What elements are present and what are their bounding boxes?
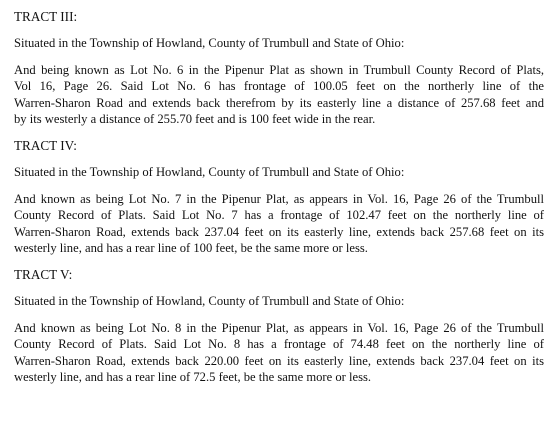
tract-location: Situated in the Township of Howland, County of Trumbull and State of Ohio: (14, 165, 405, 180)
description-line: And known as being Lot No. 8 in the Pipenur Plat, as appears in Vol. 16, Page 26 of the Trumbull (14, 321, 544, 336)
tract-heading: TRACT V: (14, 267, 73, 283)
tract-location: Situated in the Township of Howland, County of Trumbull and State of Ohio: (14, 294, 405, 309)
description-line: And being known as Lot No. 6 in the Pipenur Plat as shown in Trumbull County Record of Plats, (14, 63, 544, 78)
tract-description (14, 320, 544, 385)
tract-section (14, 267, 544, 385)
description-line: Warren-Sharon Road and extends back therefrom by its easterly line a distance of 257.68 feet and (14, 95, 544, 110)
description-line: And known as being Lot No. 7 in the Pipenur Plat, as appears in Vol. 16, Page 26 of the Trumbull (14, 192, 544, 207)
tract-heading: TRACT IV: (14, 138, 77, 154)
tract-description (14, 191, 544, 256)
tract-section (14, 9, 544, 127)
description-line: Vol 16, Page 26. Said Lot No. 6 has frontage of 100.05 feet on the northerly line of the (14, 79, 544, 94)
tract-description (14, 62, 544, 127)
description-line: County Record of Plats. Said Lot No. 7 has a frontage of 102.47 feet on the northerly line of (14, 208, 544, 223)
description-line: Warren-Sharon Road, extends back 237.04 feet on its easterly line, extends back 257.68 feet on its (14, 224, 544, 239)
document-page (14, 9, 544, 396)
description-line: westerly line, and has a rear line of 72.5 feet, be the same more or less. (14, 369, 372, 384)
tract-section (14, 138, 544, 256)
description-line: by its westerly a distance of 255.70 feet and is 100 feet wide in the rear. (14, 111, 376, 126)
description-line: westerly line, and has a rear line of 100 feet, be the same more or less. (14, 240, 368, 255)
description-line: County Record of Plats. Said Lot No. 8 has a frontage of 74.48 feet on the northerly line of (14, 337, 544, 352)
tract-location: Situated in the Township of Howland, County of Trumbull and State of Ohio: (14, 36, 405, 50)
tract-heading: TRACT III: (14, 9, 78, 24)
description-line: Warren-Sharon Road, extends back 220.00 feet on its easterly line, extends back 237.04 feet on its (14, 353, 544, 368)
